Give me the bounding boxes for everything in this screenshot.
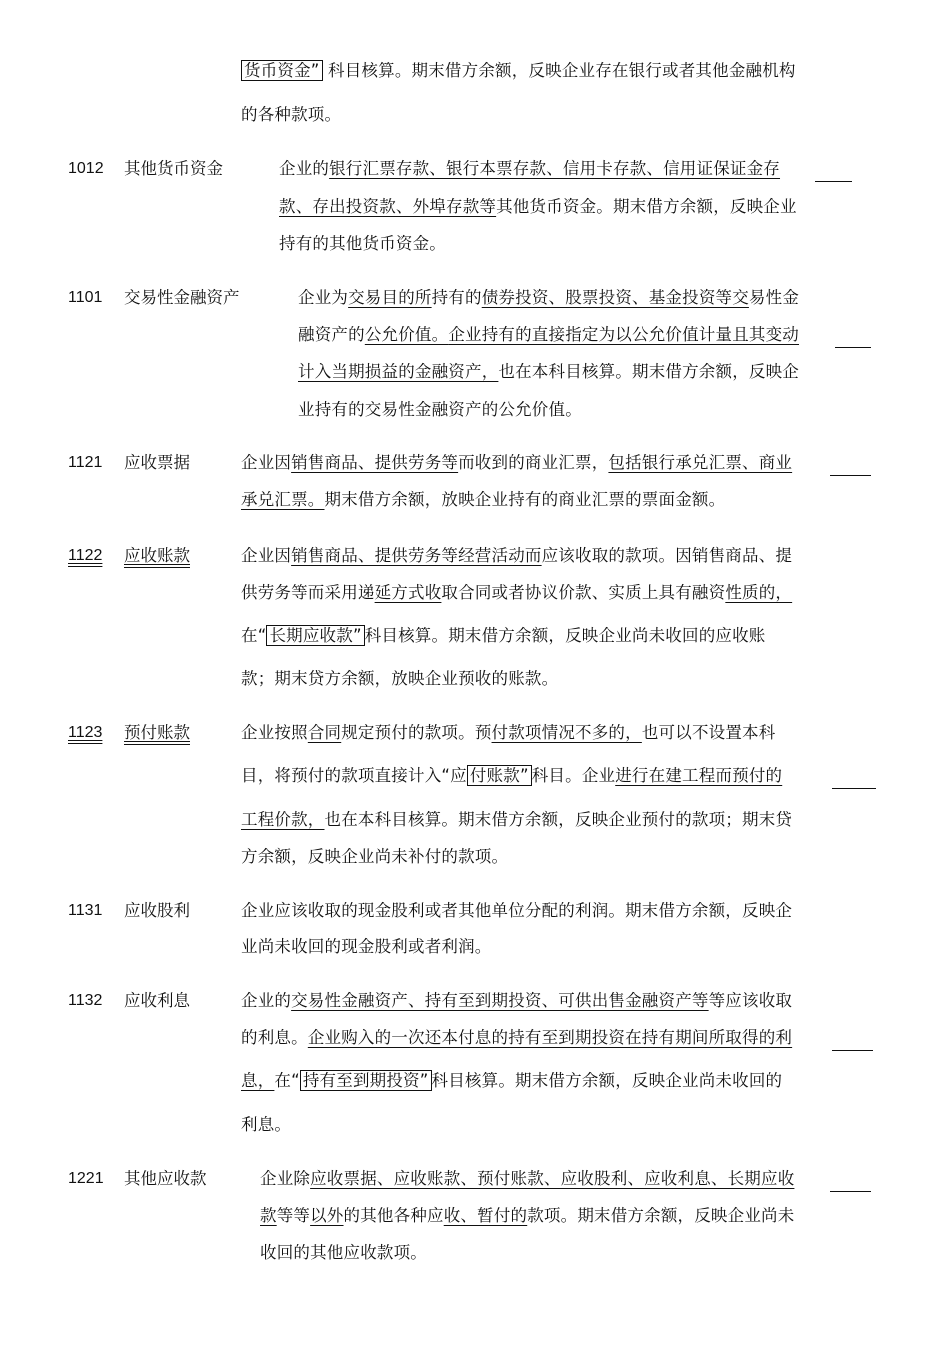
- entry-line: [241, 765, 782, 787]
- underlined-text: 计入当期损益的金融资产，: [298, 362, 499, 381]
- text-span: 等等: [276, 1206, 311, 1225]
- text-span: 也可以不设置本科: [641, 723, 776, 742]
- text-span: 企业的: [241, 991, 292, 1010]
- text-span: 也在本科目核算。期末借方余额，反映企: [498, 362, 800, 381]
- underlined-text: 以外: [310, 1206, 344, 1225]
- entry-line: [298, 287, 799, 309]
- underlined-text: 延方式收: [374, 583, 442, 602]
- text-span: 目，将预付的款项直接计入“应: [241, 766, 467, 785]
- text-span: 供劳务等而采用递: [241, 583, 375, 602]
- account-code: 1101: [68, 289, 103, 306]
- underlined-text: 工程价款，: [241, 810, 325, 829]
- account-code: 1132: [68, 992, 103, 1009]
- text-span: 规定预付的款项。预: [341, 723, 492, 742]
- account-name: 交易性金融资产: [124, 288, 240, 307]
- entry-line: [241, 1070, 782, 1092]
- account-code: 1123: [68, 724, 103, 741]
- text-span: 应该收取的款项。因销售商品、提: [541, 546, 793, 565]
- boxed-term: 货币资金”: [241, 60, 323, 81]
- entry-line: 收回的其他应收款项。: [260, 1243, 427, 1262]
- text-span: 也在本科目核算。期末借方余额，反映企业预付的款项；期末贷: [324, 810, 793, 829]
- account-code: 1131: [68, 902, 103, 919]
- boxed-term: 长期应收款”: [266, 625, 364, 646]
- underlined-text: 债券投资、股票投资、基金投资等交: [481, 288, 749, 307]
- text-span: 科目核算。期末借方余额，反映企业存在银行或者其他金融机构: [328, 61, 796, 80]
- entry-line: 业持有的交易性金融资产的公允价值。: [298, 400, 582, 419]
- entry-line: [260, 1205, 794, 1227]
- entry-line: 业尚未收回的现金股利或者利润。: [241, 937, 492, 956]
- entry-line: 利息。: [241, 1115, 292, 1134]
- underlined-text: 合同: [307, 723, 342, 742]
- underlined-text: 包括银行承兑汇票、商业: [608, 453, 793, 472]
- underline-tail: [832, 788, 876, 789]
- entry-line: 持有的其他货币资金。: [279, 234, 446, 253]
- text-span: 取合同或者协议价款、实质上具有融资: [441, 583, 726, 602]
- underlined-text: 承兑汇票。: [241, 490, 325, 509]
- text-span: 企业除: [260, 1169, 311, 1188]
- text-span: 企业按照: [241, 723, 308, 742]
- underlined-text: 收、暂付的: [443, 1206, 528, 1225]
- underlined-text: 进行在建工程而预付的: [615, 766, 783, 785]
- underlined-text: 交易目的所: [348, 288, 432, 307]
- text-span: 期末借方余额，放映企业持有的商业汇票的票面金额。: [324, 490, 726, 509]
- underlined-text: 息，: [241, 1071, 275, 1090]
- entry-line: [241, 722, 775, 744]
- underline-tail: [830, 475, 871, 476]
- text-span: 科目。企业: [531, 766, 616, 785]
- account-code: 1121: [68, 454, 103, 471]
- account-name: 应收票据: [124, 453, 190, 472]
- entry-line: 方余额，反映企业尚未补付的款项。: [241, 847, 509, 866]
- underlined-text: 销售商品、提供劳务等: [291, 453, 459, 472]
- entry-line: [241, 625, 766, 647]
- text-span: 其他货币资金。期末借方余额，反映企业: [496, 197, 797, 216]
- entry-line: [241, 452, 792, 474]
- boxed-term: 持有至到期投资”: [300, 1070, 432, 1091]
- intro-line-2: 的各种款项。: [241, 105, 342, 124]
- text-span: 等应该收取: [708, 991, 793, 1010]
- text-span: 科目核算。期末借方余额，反映企业尚未收回的: [431, 1071, 783, 1090]
- underlined-text: 性质的，: [725, 583, 793, 602]
- entry-line: [279, 196, 797, 218]
- entry-line: [241, 489, 725, 511]
- text-span: 的利息。: [241, 1028, 308, 1047]
- text-span: 持有的: [431, 288, 482, 307]
- text-span: 在“: [274, 1071, 300, 1090]
- entry-line: 款；期末贷方余额，放映企业预收的账款。: [241, 669, 559, 688]
- text-span: 企业为: [298, 288, 349, 307]
- underlined-text: 付款项情况不多的，: [491, 723, 642, 742]
- underline-tail: [832, 1050, 873, 1051]
- text-span: 款项。期末借方余额，反映企业尚未: [527, 1206, 795, 1225]
- text-span: 融资产的: [298, 325, 365, 344]
- text-span: 企业因: [241, 546, 292, 565]
- text-span: 科目核算。期末借方余额，反映企业尚未收回的应收账: [364, 626, 766, 645]
- entry-line: [298, 361, 799, 383]
- underlined-text: 企业持有的直接指定为以公允价值计量且其变动: [448, 325, 800, 344]
- underlined-text: 应收票据、应收账款、预付账款、应收股利、应收利息、长期应收: [310, 1169, 795, 1188]
- underline-tail: [835, 347, 871, 348]
- entry-line: [241, 809, 792, 831]
- account-name: 其他应收款: [124, 1169, 207, 1188]
- underlined-text: 企业购入的一次还本付息的持有至到期投资在持有期间所取得的利: [307, 1028, 793, 1047]
- underlined-text: 款、存出投资款、外埠存款等: [279, 197, 497, 216]
- underlined-text: 银行汇票存款、银行本票存款、信用卡存款、信用证保证金存: [329, 159, 781, 178]
- account-name: 应收账款: [124, 546, 190, 565]
- entry-line: [241, 990, 792, 1012]
- account-name: 应收股利: [124, 901, 190, 920]
- entry-line: 企业应该收取的现金股利或者其他单位分配的利润。期末借方余额，反映企: [241, 901, 793, 920]
- text-span: 在“: [241, 626, 267, 645]
- account-name: 应收利息: [124, 991, 190, 1010]
- underline-tail: [815, 181, 852, 182]
- underlined-text: 公允价值。: [364, 325, 449, 344]
- text-span: 的其他各种应: [343, 1206, 444, 1225]
- text-span: 企业因: [241, 453, 292, 472]
- text-span: 企业的: [279, 159, 330, 178]
- boxed-term: 付账款”: [467, 765, 532, 786]
- account-code: 1122: [68, 547, 103, 564]
- entry-line: [298, 324, 799, 346]
- entry-line: [260, 1168, 794, 1190]
- text-span: 而收到的商业汇票，: [458, 453, 609, 472]
- entry-line: [279, 158, 780, 180]
- entry-line: [241, 1027, 792, 1049]
- account-code: 1012: [68, 160, 104, 177]
- entry-line: [241, 582, 792, 604]
- account-code: 1221: [68, 1170, 104, 1187]
- entry-line: [241, 545, 792, 567]
- underlined-text: 销售商品、提供劳务等经营活动而: [291, 546, 542, 565]
- account-name: 其他货币资金: [124, 159, 223, 178]
- intro-line-1: [241, 60, 796, 82]
- underlined-text: 交易性金融资产、持有至到期投资、可供出售金融资产等: [291, 991, 709, 1010]
- underlined-text: 款: [260, 1206, 277, 1225]
- account-name: 预付账款: [124, 723, 190, 742]
- underline-tail: [830, 1191, 871, 1192]
- text-span: 易性金: [748, 288, 800, 307]
